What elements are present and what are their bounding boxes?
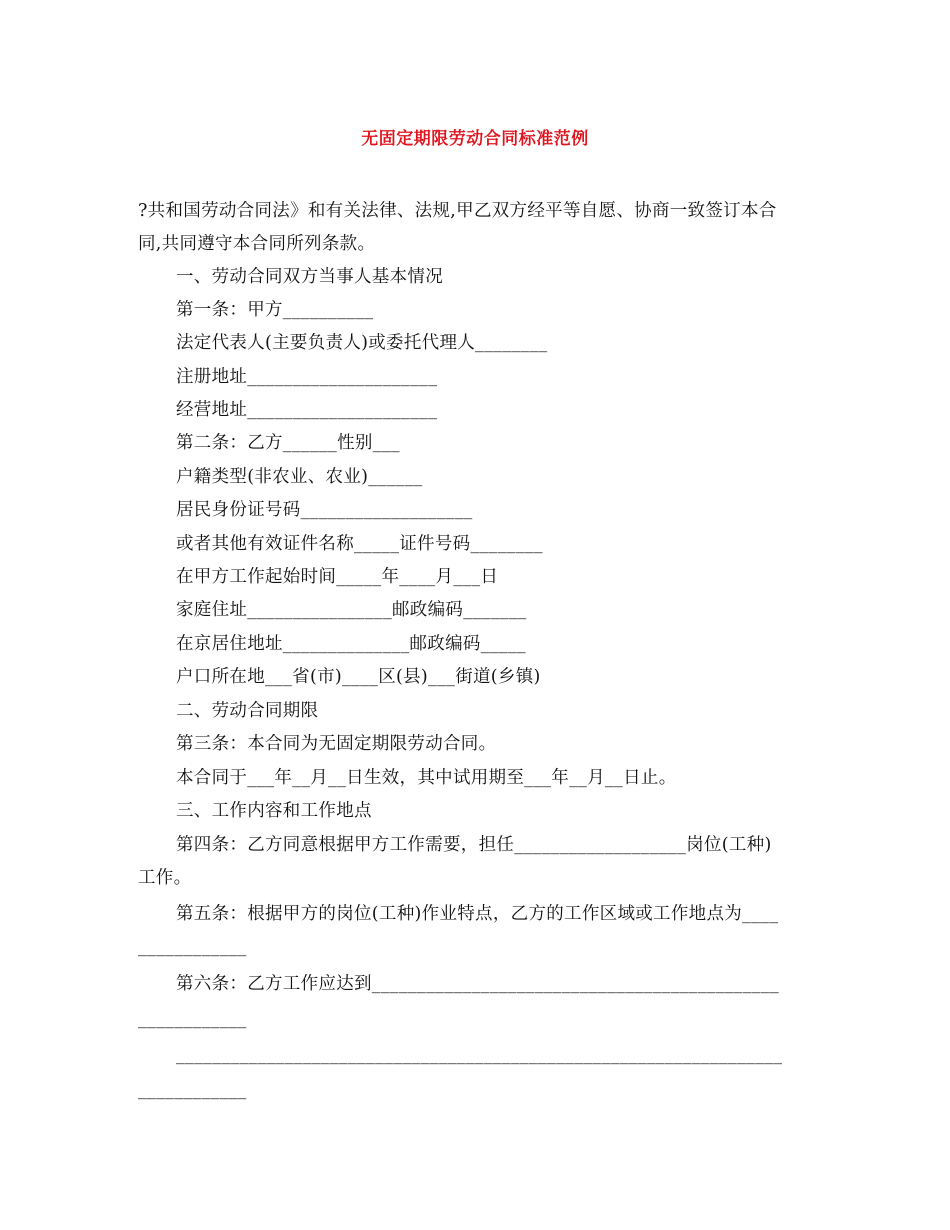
clause-6-line-4: ____________ [138, 1080, 247, 1100]
start-date-field: 在甲方工作起始时间_____年____月___日 [176, 567, 499, 587]
clause-1-party-a: 第一条：甲方__________ [176, 300, 374, 320]
home-address-field: 家庭住址________________邮政编码_______ [176, 600, 527, 620]
clause-5-line-1: 第五条：根据甲方的岗位(工种)作业特点，乙方的工作区域或工作地点为____ [176, 904, 779, 924]
hukou-location-field: 户口所在地___省(市)____区(县)___街道(乡镇) [176, 667, 541, 687]
section-heading-2: 二、劳动合同期限 [176, 701, 319, 721]
preamble-line-2: 同,共同遵守本合同所列条款。 [138, 234, 376, 254]
clause-2-party-b: 第二条：乙方______性别___ [176, 433, 400, 453]
clause-5-line-2: ____________ [138, 937, 247, 957]
clause-4-line-2: 工作。 [138, 868, 192, 888]
other-id-field: 或者其他有效证件名称_____证件号码________ [176, 534, 543, 554]
clause-6-line-2: ____________ [138, 1009, 247, 1029]
clause-3: 第三条：本合同为无固定期限劳动合同。 [176, 734, 497, 754]
legal-representative-field: 法定代表人(主要负责人)或委托代理人________ [176, 333, 548, 353]
section-heading-1: 一、劳动合同双方当事人基本情况 [176, 267, 443, 287]
household-type-field: 户籍类型(非农业、农业)______ [176, 467, 423, 487]
beijing-address-field: 在京居住地址______________邮政编码_____ [176, 634, 526, 654]
clause-4-line-1: 第四条：乙方同意根据甲方工作需要，担任___________________岗位(工种) [176, 835, 772, 855]
section-heading-3: 三、工作内容和工作地点 [176, 801, 372, 821]
preamble-line-1: ?共和国劳动合同法》和有关法律、法规,甲乙双方经平等自愿、协商一致签订本合 [138, 201, 777, 221]
document-title: 无固定期限劳动合同标准范例 [361, 129, 589, 149]
effective-date-line: 本合同于___年__月__日生效，其中试用期至___年__月__日止。 [176, 768, 677, 788]
business-address-field: 经营地址_____________________ [176, 400, 438, 420]
clause-6-line-3: ___________________________________________________________________ [176, 1045, 783, 1065]
registered-address-field: 注册地址_____________________ [176, 367, 438, 387]
clause-6-line-1: 第六条：乙方工作应达到_____________________________________________ [176, 974, 780, 994]
id-number-field: 居民身份证号码___________________ [176, 500, 473, 520]
